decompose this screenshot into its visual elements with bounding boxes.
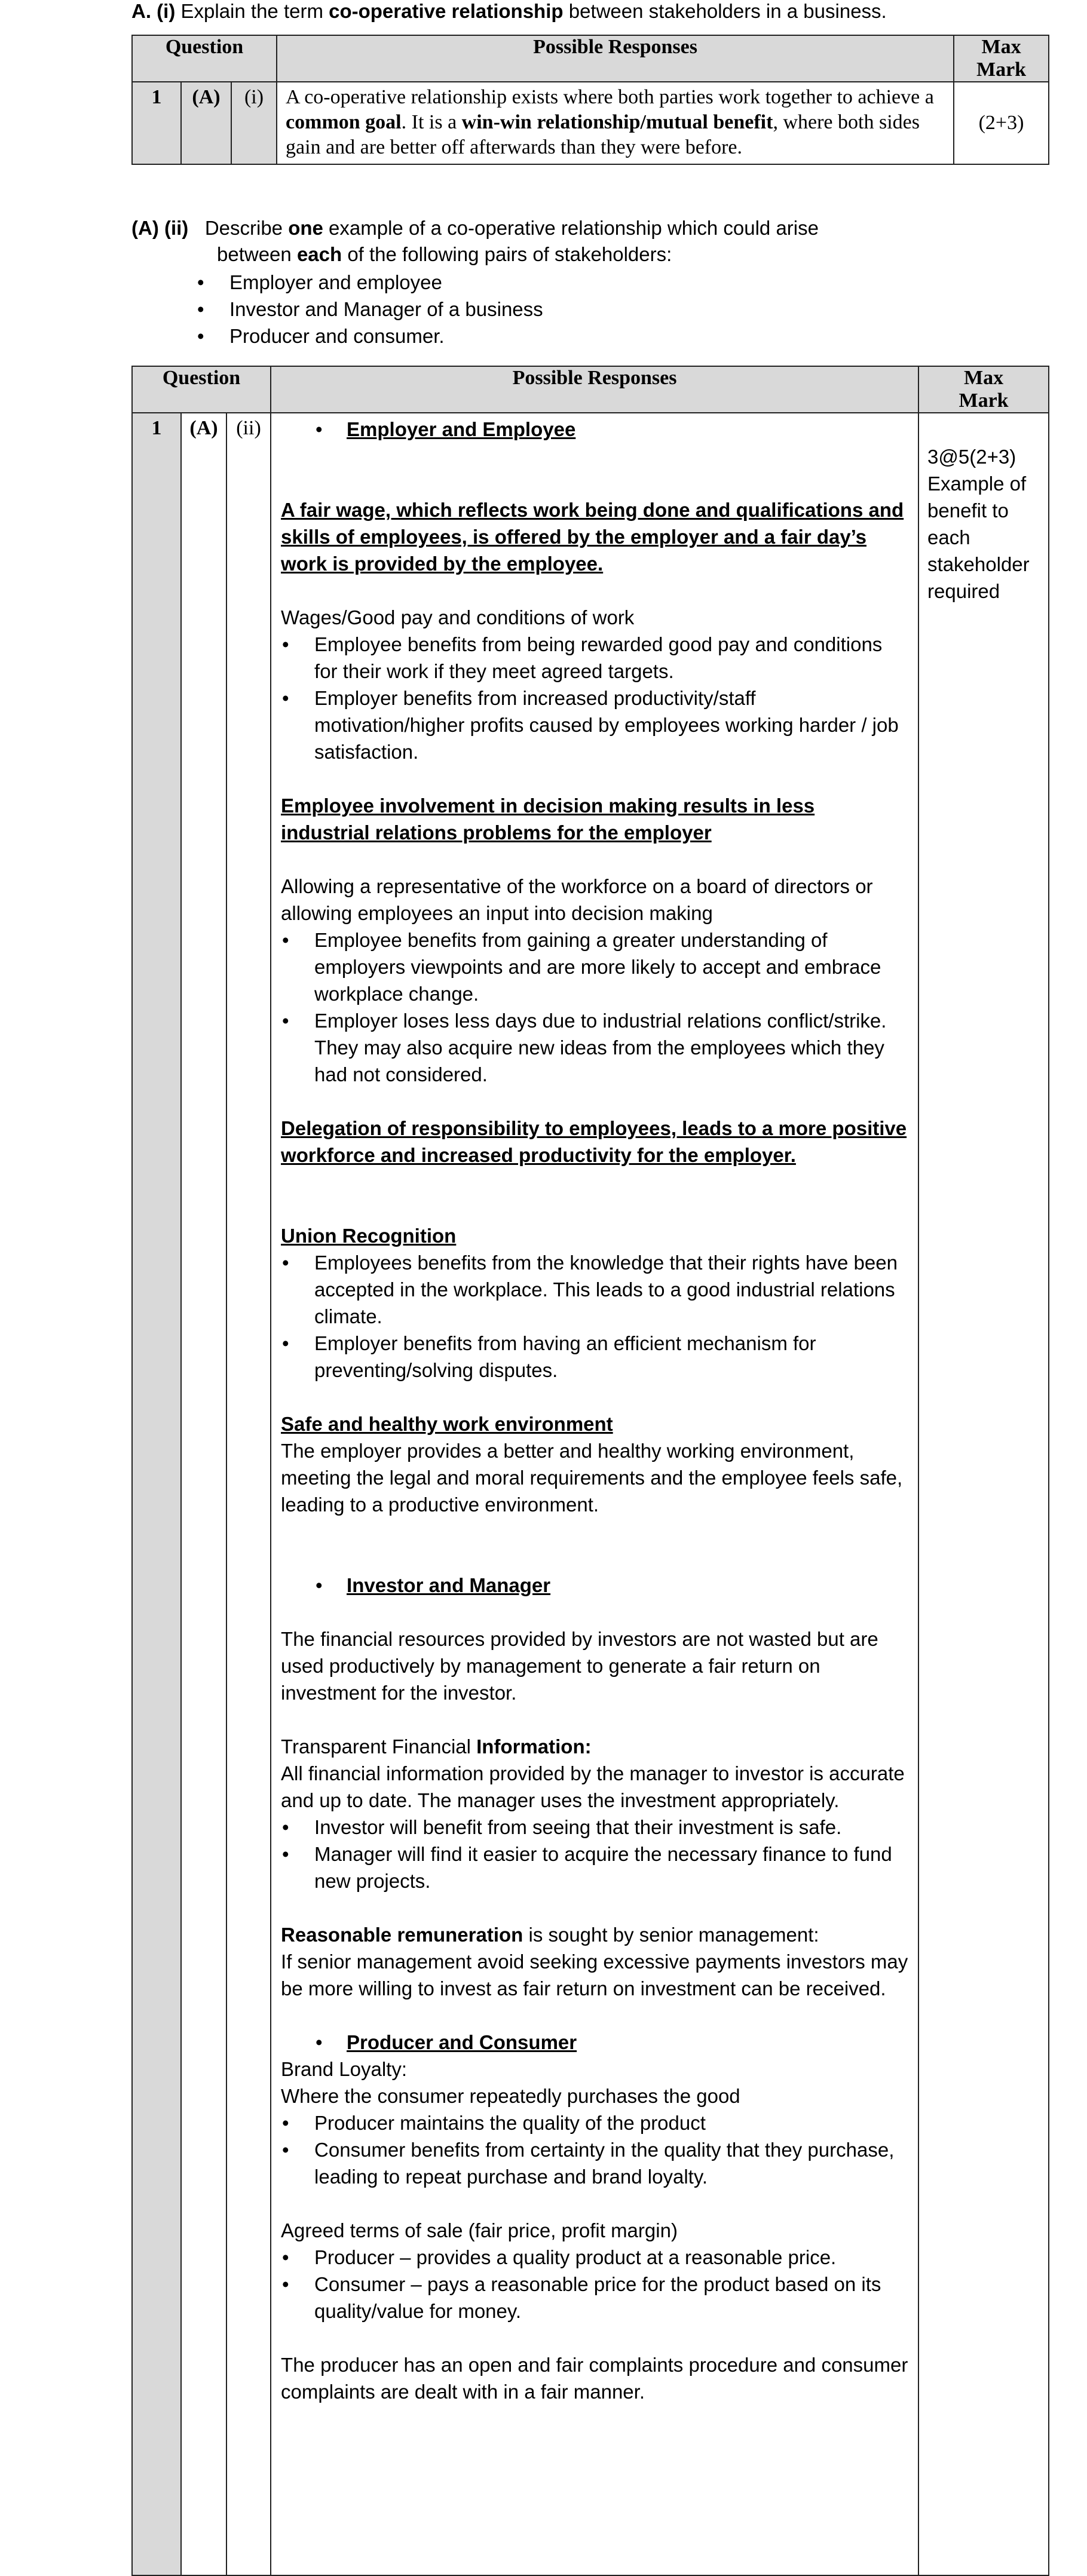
heading-text: Explain the term [175, 0, 329, 22]
response-bold: common goal [286, 111, 402, 133]
brand-loyalty-text: Where the consumer repeatedly purchases the good [281, 2085, 740, 2107]
remuneration-heading [281, 1921, 908, 1948]
question-subpart: (i) [231, 82, 277, 164]
remuneration-text: If senior management avoid seeking excessive payments investors may be more willing to invest as fair return on investment can be received. [281, 1951, 908, 2000]
safe-environment-text: The employer provides a better and healthy working environment, meeting the legal and moral requirements and the employee feels safe, leading to a productive environment. [281, 1440, 903, 1516]
table-header-row [132, 366, 1049, 413]
question-number: 1 [132, 413, 181, 2575]
list-item: • Employer and employee [197, 269, 543, 296]
brand-loyalty-heading: Brand Loyalty: [281, 2058, 407, 2080]
terms-heading: Agreed terms of sale (fair price, profit margin) [281, 2219, 678, 2241]
responses-column-header: Possible Responses [277, 35, 954, 82]
involvement-text: Allowing a representative of the workforce on a board of directors or allowing employees an input into decision making [281, 875, 873, 924]
heading-text: example of a co-operative relationship which could arise [323, 217, 819, 239]
heading-bold: Reasonable remuneration [281, 1924, 523, 1946]
heading-text: Transparent Financial [281, 1735, 477, 1758]
possible-response [277, 82, 954, 164]
heading-bold: one [288, 217, 323, 239]
max-mark-line: required [927, 580, 1000, 602]
section-employer-employee [281, 416, 908, 443]
max-mark-column-header: Max Mark [954, 35, 1049, 82]
list-item: • Consumer benefits from certainty in the quality that they purchase, leading to repeat purchase and brand loyalty. [281, 2136, 908, 2190]
response-text: , where both sides gain and are better off afterwards than they were before. [286, 111, 920, 158]
table-row [132, 82, 1049, 164]
response-bold: win-win relationship/mutual benefit [461, 111, 773, 133]
transparent-text: All financial information provided by the manager to investor is accurate and up to date. The manager uses the investment appropriately. [281, 1762, 905, 1811]
max-mark-line: Example of [927, 473, 1027, 495]
table-header-row [132, 35, 1049, 82]
question-subpart: (ii) [226, 413, 271, 2575]
list-item: • Producer and consumer. [197, 323, 543, 349]
list-item: • Producer – provides a quality product at a reasonable price. [281, 2244, 908, 2271]
list-item: • Employees benefits from the knowledge that their rights have been accepted in the workplace. This leads to a good industrial relations climate. [281, 1249, 908, 1330]
section-title: Producer and Consumer [347, 2031, 577, 2053]
marking-table-a-i [131, 35, 1049, 165]
heading-text: is sought by senior management: [523, 1924, 819, 1946]
response-text: . It is a [401, 111, 462, 133]
heading-bold: each [296, 243, 342, 265]
max-mark-line: 3@5(2+3) [927, 446, 1016, 468]
stakeholder-pairs-list [197, 269, 543, 349]
heading-text: between [217, 243, 297, 265]
question-a-i-heading [131, 0, 887, 23]
responses-column-header: Possible Responses [271, 366, 918, 413]
marking-table-a-ii [131, 366, 1049, 2576]
list-item: • Employee benefits from gaining a greater understanding of employers viewpoints and are more likely to accept and embrace workplace change. [281, 927, 908, 1007]
question-a-i-label: A. (i) [131, 0, 176, 22]
max-mark-column-header: Max Mark [918, 366, 1049, 413]
max-mark: (2+3) [954, 82, 1049, 164]
list-item: • Employer loses less days due to industrial relations conflict/strike. They may also acquire new ideas from the employees which they had not considered. [281, 1007, 908, 1088]
question-a-ii-heading [131, 215, 819, 268]
max-mark-line: each [927, 526, 970, 548]
transparent-heading [281, 1733, 908, 1760]
question-column-header: Question [132, 35, 277, 82]
list-item: • Employee benefits from being rewarded good pay and conditions for their work if they meet agreed targets. [281, 631, 908, 685]
max-mark [918, 413, 1049, 2575]
complaints-text: The producer has an open and fair complaints procedure and consumer complaints are dealt with in a fair manner. [281, 2354, 908, 2403]
question-part: (A) [181, 413, 226, 2575]
question-column-header: Question [132, 366, 271, 413]
delegation-point: Delegation of responsibility to employees, leads to a more positive workforce and increased productivity for the employer. [281, 1117, 907, 1166]
list-item: • Manager will find it easier to acquire the necessary finance to fund new projects. [281, 1841, 908, 1894]
section-producer-consumer [281, 2029, 908, 2056]
fair-wage-point: A fair wage, which reflects work being done and qualifications and skills of employees, is offered by the employer and a fair day’s work is provided by the employee. [281, 499, 904, 575]
list-item: • Producer maintains the quality of the product [281, 2109, 908, 2136]
max-mark-line: benefit to [927, 499, 1009, 522]
list-item: • Employer benefits from increased productivity/staff motivation/higher profits caused by employees working harder / job satisfaction. [281, 685, 908, 765]
response-text: A co-operative relationship exists where both parties work together to achieve a [286, 86, 934, 108]
max-mark-line: stakeholder [927, 553, 1030, 575]
list-item: • Consumer – pays a reasonable price for the product based on its quality/value for money. [281, 2271, 908, 2324]
question-part: (A) [181, 82, 231, 164]
list-item: • Investor and Manager of a business [197, 296, 543, 323]
safe-environment-heading: Safe and healthy work environment [281, 1413, 613, 1435]
heading-text: Describe [204, 217, 289, 239]
question-number: 1 [132, 82, 181, 164]
heading-text-end: between stakeholders in a business. [563, 0, 887, 22]
section-title: Investor and Manager [347, 1574, 551, 1596]
section-investor-manager [281, 1572, 908, 1599]
heading-bold: Information: [476, 1735, 592, 1758]
table-row [132, 413, 1049, 2575]
question-a-ii-label: (A) (ii) [131, 217, 189, 239]
heading-text: of the following pairs of stakeholders: [342, 243, 672, 265]
involvement-heading: Employee involvement in decision making results in less industrial relations problems for the employer [281, 795, 815, 844]
section-title: Employer and Employee [347, 418, 576, 440]
union-heading: Union Recognition [281, 1225, 457, 1247]
investor-intro: The financial resources provided by investors are not wasted but are used productively by management to generate a fair return on investment for the investor. [281, 1628, 878, 1704]
list-item: • Employer benefits from having an efficient mechanism for preventing/solving disputes. [281, 1330, 908, 1384]
heading-bold-term: co-operative relationship [329, 0, 564, 22]
wages-heading: Wages/Good pay and conditions of work [281, 606, 635, 628]
list-item: • Investor will benefit from seeing that their investment is safe. [281, 1814, 908, 1841]
possible-responses [271, 413, 918, 2575]
